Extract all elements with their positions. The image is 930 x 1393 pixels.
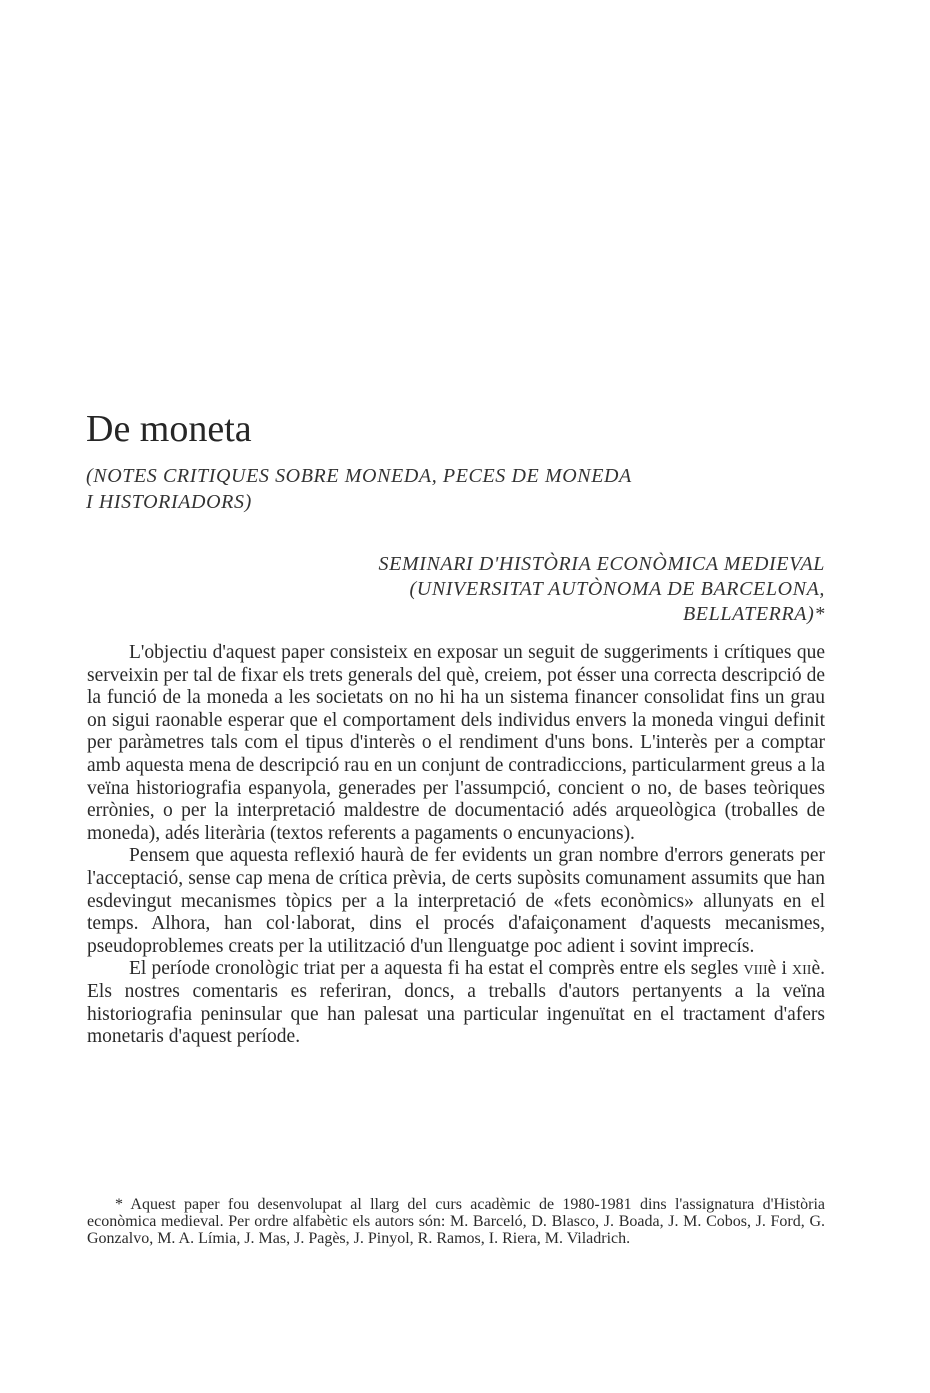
paragraph-text: El període cronològic triat per a aquesta fi ha estat el comprès entre els segles <box>129 958 744 980</box>
century-numeral: xii <box>792 958 812 980</box>
author-line: SEMINARI D'HISTÒRIA ECONÒMICA MEDIEVAL <box>378 553 825 575</box>
footnote: * Aquest paper fou desenvolupat al llarg del curs acadèmic de 1980-1981 dins l'assignatura d'Història econòmica medieval. Per ordre alfabètic els autors són: M. Barceló, D. Blasco, J. Boada, J. M. Cobos, J. Ford, G. Gonzalvo, M. A. Límia, J. Mas, J. Pagès, J. Pinyol, R. Ramos, I. Riera, M. Viladrich. <box>87 1196 825 1247</box>
author-affiliation <box>265 552 825 627</box>
body-paragraph: L'objectiu d'aquest paper consisteix en exposar un seguit de suggeriments i crítiques que serveixin per tal de fixar els trets generals del què, creiem, pot ésser una correcta descripció de la funció de la moneda a les societats on no hi ha un sistema financer consolidat fins un grau on sigui raonable esperar que el comportament dels individus envers la moneda vingui definit per paràmetres tals com el tipus d'interès o el rendiment d'uns bons. L'interès per a comptar amb aquesta mena de descripció rau en un conjunt de contradiccions, particularment greus a la veïna historiografia espanyola, generades per l'assumpció, concient o no, de bases teòriques errònies, o per la interpretació maldestre de documentació adés arqueològica (troballes de moneda), adés literària (textos referents a pagaments o encunyacions). <box>87 642 826 844</box>
article-body <box>87 642 825 1049</box>
subtitle-line: I HISTORIADORS) <box>86 491 252 513</box>
paragraph-text: è i <box>767 958 793 980</box>
century-numeral: viii <box>743 958 768 980</box>
paragraph-text: è. Els nostres comentaris es referiran, doncs, a treballs d'autors pertanyents a la veïna historiografia peninsular que han palesat una particular ingenuïtat en el tractament d'afers monetaris d'aquest període. <box>87 958 825 1048</box>
author-line: (UNIVERSITAT AUTÒNOMA DE BARCELONA, <box>409 578 825 600</box>
article-title: De moneta <box>86 408 252 450</box>
body-paragraph: Pensem que aquesta reflexió haurà de fer evidents un gran nombre d'errors generats per l'acceptació, sense cap mena de crítica prèvia, de certs supòsits comunament assumits que han esdevingut mecanismes tòpics per a la interpretació de «fets econòmics» allunyats en el temps. Alhora, han col·laborat, dins el procés d'afaiçonament d'aquests mecanismes, pseudoproblemes creats per la utilització d'un llenguatge poc adient i sovint imprecís. <box>87 845 825 957</box>
subtitle-line: (NOTES CRITIQUES SOBRE MONEDA, PECES DE MONEDA <box>86 465 632 487</box>
body-paragraph <box>87 958 825 1048</box>
author-line: BELLATERRA)* <box>682 603 825 625</box>
article-subtitle <box>86 463 632 515</box>
